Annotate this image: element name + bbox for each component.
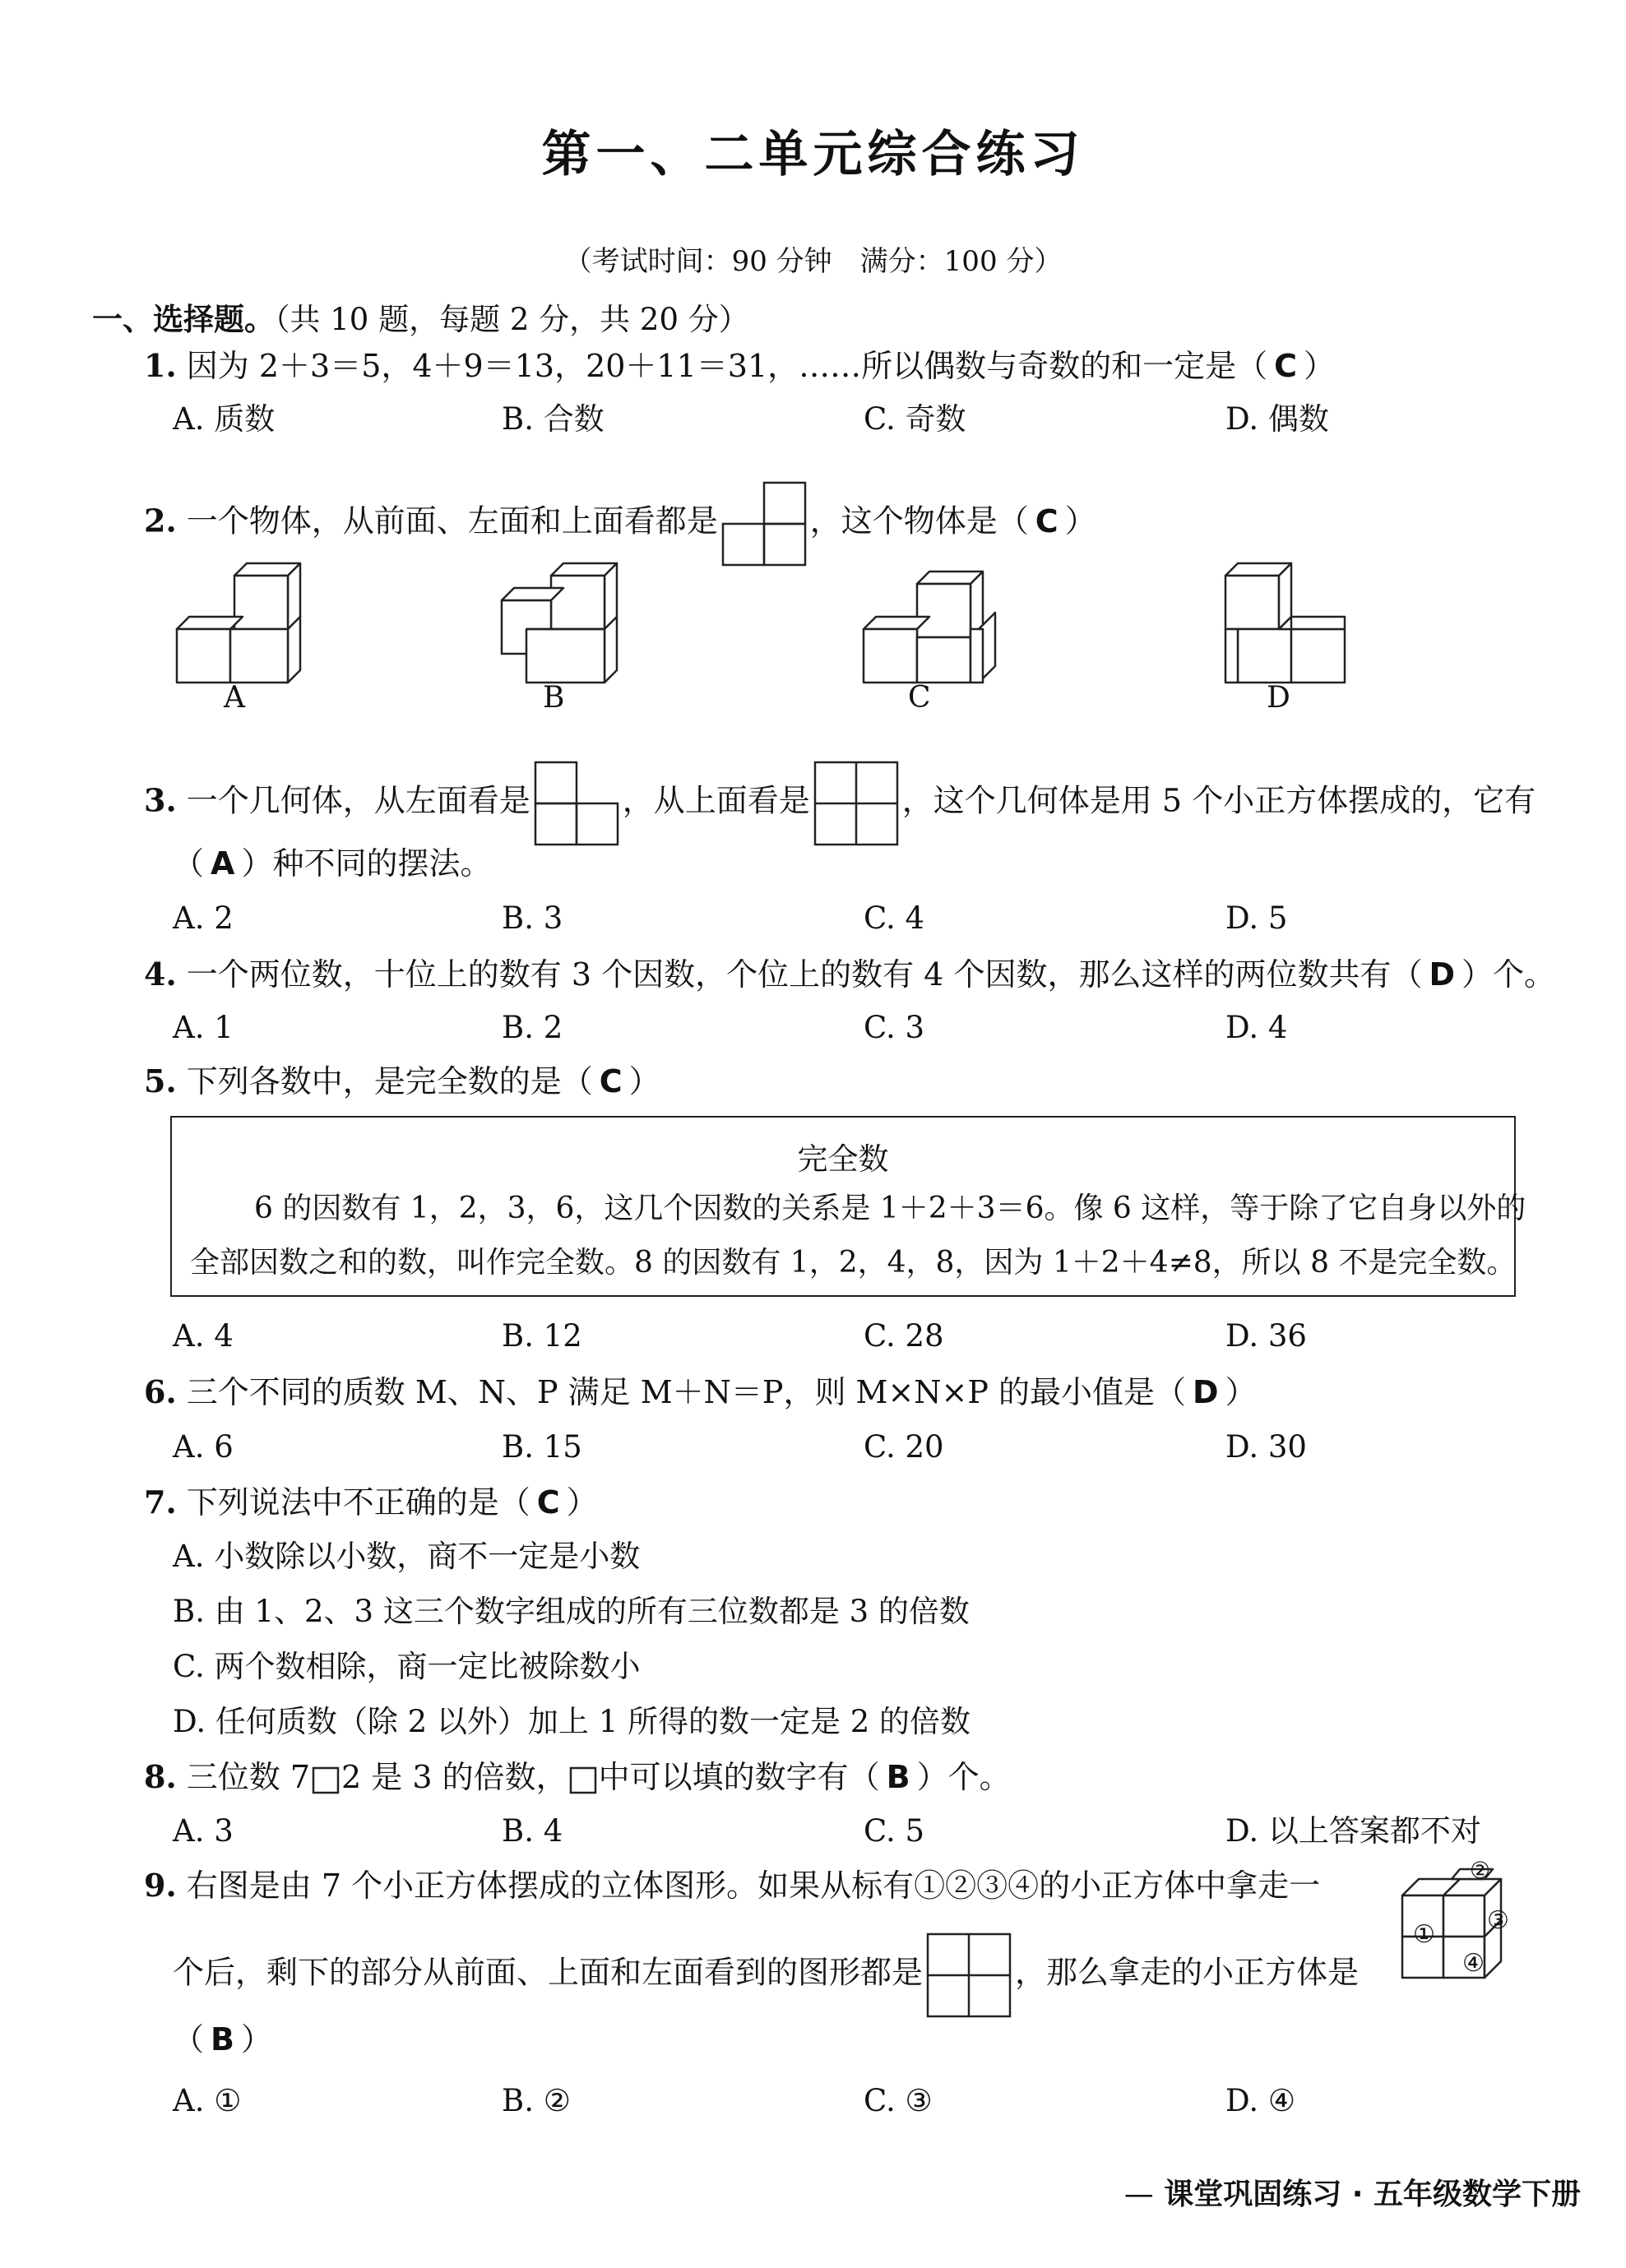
question-number: 5. [144,1062,177,1099]
question-text: 因为 2＋3＝5，4＋9＝13，20＋11＝31，……所以偶数与奇数的和一定是（ [186,348,1268,384]
figure-label-c: C [908,681,931,715]
option-d: D. ④ [1225,2083,1296,2118]
blank-box-icon [312,1766,340,1794]
question-number: 2. [144,502,177,539]
question-text-end: ） [1304,348,1336,384]
question-text-end: ）个。 [916,1759,1011,1795]
footer-dash: — [1123,2178,1154,2211]
question-9-line2 [173,1932,1359,2018]
question-2 [144,481,1096,567]
left-view-icon [534,761,619,846]
question-number: 4. [144,956,177,993]
option-b: B. 合数 [502,401,605,437]
option-a: A. 6 [173,1429,234,1465]
cube-label-1: ① [1413,1920,1435,1949]
option-a: A. 1 [173,1010,234,1045]
option-c: C. 20 [864,1429,944,1465]
question-number: 9. [144,1867,177,1904]
question-text: ）种不同的摆法。 [241,845,492,882]
question-3 [144,761,1536,846]
question-text: 下列各数中，是完全数的是（ [186,1063,593,1099]
option-a: A. ① [173,2083,242,2118]
figure-label-b: B [543,681,565,715]
question-text-end: ） [628,1063,660,1099]
question-number: 6. [144,1373,177,1410]
option-d: D. 以上答案都不对 [1225,1813,1481,1849]
question-5 [144,1061,660,1102]
figure-label-a: A [224,681,245,715]
option-c: C. 两个数相除，商一定比被除数小 [173,1649,641,1684]
option-a: A. 小数除以小数，商不一定是小数 [173,1539,641,1574]
question-text-end: ） [566,1484,598,1520]
section-title: 一、选择题。 [92,302,275,337]
question-7 [144,1482,598,1523]
option-a: A. 3 [173,1813,234,1849]
question-number: 7. [144,1483,177,1520]
option-c: C. 4 [864,900,925,936]
cube-figures-q2 [164,559,1398,691]
question-4 [144,954,1555,995]
option-c: C. 28 [864,1318,944,1354]
question-1 [144,345,1335,386]
answer: A [211,845,235,882]
option-b: B. 2 [502,1010,563,1045]
figure-b-icon [502,563,617,683]
answer: C [1274,348,1298,384]
question-text: 下列说法中不正确的是（ [186,1484,530,1520]
question-text: 中可以填的数字有（ [598,1759,880,1795]
answer: B [211,2021,234,2057]
option-c: C. ③ [864,2083,933,2118]
view-shape-l-icon [721,481,807,567]
page-title: 第一、二单元综合练习 [541,126,1085,183]
cube-label-3: ③ [1487,1906,1509,1935]
paren-close: ） [240,2021,272,2057]
option-b: B. 15 [502,1429,582,1465]
option-b: B. 4 [502,1813,563,1849]
question-text: ，这个物体是（ [809,502,1029,539]
question-text: 右图是由 7 个小正方体摆成的立体图形。如果从标有①②③④的小正方体中拿走一 [186,1868,1321,1904]
question-text: ，从上面看是 [622,782,810,819]
question-text: 个后，剩下的部分从前面、上面和左面看到的图形都是 [173,1954,924,1991]
question-9 [144,1865,1320,1906]
question-text: ，那么拿走的小正方体是 [1015,1954,1360,1991]
figure-label-d: D [1267,681,1290,715]
section-heading [92,294,749,339]
question-number: 8. [144,1758,177,1795]
section-note: （共 10 题，每题 2 分，共 20 分） [275,302,749,337]
exam-info: （考试时间：90 分钟 满分：100 分） [563,245,1063,278]
option-d: D. 36 [1225,1318,1307,1354]
question-number: 1. [144,347,177,384]
option-d: D. 偶数 [1225,401,1329,437]
question-text-end: ） [1064,502,1096,539]
option-b: B. 3 [502,900,563,936]
answer: B [886,1759,910,1795]
question-text: 三个不同的质数 M、N、P 满足 M＋N＝P，则 M×N×P 的最小值是（ [186,1374,1187,1410]
answer: C [599,1063,623,1099]
question-8 [144,1757,1011,1798]
definition-line-2: 全部因数之和的数，叫作完全数。8 的因数有 1，2，4，8，因为 1＋2＋4≠8，所以 8 不是完全数。 [190,1246,1517,1280]
option-b: B. ② [502,2083,571,2118]
question-6 [144,1372,1257,1413]
option-b: B. 12 [502,1318,582,1354]
question-text: ，这个几何体是用 5 个小正方体摆成的，它有 [901,782,1536,819]
option-c: C. 奇数 [864,401,966,437]
question-text: 一个两位数，十位上的数有 3 个因数，个位上的数有 4 个因数，那么这样的两位数共有（ [186,956,1423,993]
option-c: C. 3 [864,1010,925,1045]
option-b: B. 由 1、2、3 这三个数字组成的所有三位数都是 3 的倍数 [173,1594,970,1629]
option-a: A. 4 [173,1318,234,1354]
option-d: D. 5 [1225,900,1288,936]
answer: C [1035,502,1059,539]
blank-box-icon [569,1766,597,1794]
question-text: 一个几何体，从左面看是 [186,782,530,819]
question-text: 三位数 7 [186,1759,311,1795]
figure-d-icon [1225,563,1345,683]
top-view-icon [813,761,899,846]
cube-label-4: ④ [1462,1949,1485,1978]
option-a: A. 2 [173,900,234,936]
option-d: D. 4 [1225,1010,1288,1045]
option-d: D. 任何质数（除 2 以外）加上 1 所得的数一定是 2 的倍数 [173,1704,971,1739]
question-9-line3 [173,2019,272,2060]
answer: D [1429,956,1455,993]
option-d: D. 30 [1225,1429,1307,1465]
cube-label-2: ② [1470,1857,1491,1884]
figure-a-icon [177,563,300,683]
paren-open: （ [173,845,205,882]
definition-title: 完全数 [797,1141,889,1177]
question-3-line2 [173,843,491,884]
paren-open: （ [173,2021,205,2057]
option-c: C. 5 [864,1813,925,1849]
footer-text: 课堂巩固练习 · 五年级数学下册 [1164,2178,1581,2211]
definition-box [170,1116,1526,1297]
view-shape-square-icon [926,1932,1012,2018]
question-text-end: ） [1225,1374,1257,1410]
definition-line-1: 6 的因数有 1，2，3，6，这几个因数的关系是 1＋2＋3＝6。像 6 这样，等于除了它自身以外的 [254,1192,1526,1225]
option-a: A. 质数 [173,401,276,437]
answer: D [1193,1374,1219,1410]
question-text-end: ）个。 [1462,956,1556,993]
question-number: 3. [144,781,177,819]
answer: C [536,1484,560,1520]
question-text: 2 是 3 的倍数， [341,1759,567,1795]
figure-c-icon [864,572,995,683]
question-text: 一个物体，从前面、左面和上面看都是 [186,502,718,539]
page-footer [1124,2171,1581,2213]
